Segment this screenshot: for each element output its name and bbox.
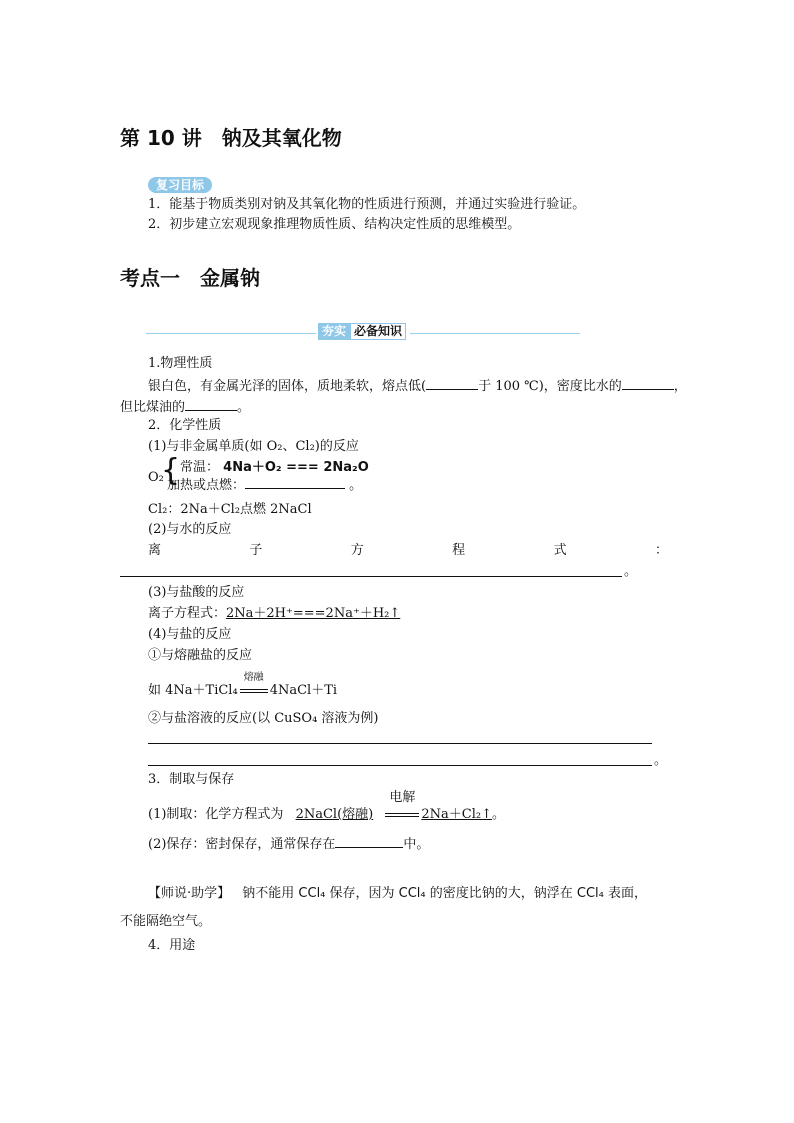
blank-solution-2[interactable] [148,765,652,766]
salt-heading: (4)与盐的反应 [148,627,232,642]
o2-label: O₂ [148,470,164,485]
physical-text-d: 但比煤油的 [120,400,186,415]
knowledge-tag [318,323,406,340]
tip-line-1 [148,885,647,903]
molten-reactants: 如 4Na＋TiCl₄ [148,683,238,698]
tip-line-2: 不能隔绝空气。 [120,914,212,929]
prep-label: (1)制取：化学方程式为 [148,807,284,822]
blank-heat-equation[interactable] [245,475,345,489]
ionic-char: 子 [249,543,263,558]
prep-end: 。 [491,807,505,822]
hcl-equation: 2Na＋2H⁺===2Na⁺＋H₂↑ [226,606,401,621]
hcl-label: 离子方程式： [148,606,227,621]
heat-label: 加热或点燃： [167,478,246,493]
hcl-line [148,605,400,623]
review-badge [148,174,212,193]
molten-line [148,672,338,700]
prep-condition-label: 电解 [389,790,416,805]
ionic-char: 程 [452,543,466,558]
prep-products: 2Na＋Cl₂↑ [421,807,492,822]
molten-condition-label: 熔融 [243,672,264,683]
tip-label: 【师说·助学】 [148,886,231,901]
divider-right [410,333,580,334]
tag-outline: 必备知识 [350,323,406,340]
molten-products: 4NaCl＋Ti [269,683,338,698]
divider-left [146,333,316,334]
normal-equation: 4Na＋O₂ === 2Na₂O [223,460,369,475]
physical-line-1 [148,376,687,396]
prep-reactants: 2NaCl(熔融) [295,807,374,822]
water-end: 。 [624,564,638,579]
physical-text-b: 于 100 ℃)，密度比水的 [478,379,622,394]
prep-heading: 3．制取与保存 [148,772,235,787]
ionic-label-spread [148,542,668,560]
blank-water-equation[interactable] [120,576,622,577]
blank-solution-1[interactable] [148,743,652,744]
review-badge-label: 复习目标 [148,177,212,193]
double-arrow-icon [240,689,268,693]
heat-end: 。 [349,478,363,493]
usage-heading: 4．用途 [148,938,196,953]
molten-heading: ①与熔融盐的反应 [148,648,253,663]
store-line [148,834,429,854]
physical-text-c: ， [673,379,687,394]
section-title: 考点一 金属钠 [120,266,260,290]
physical-text-e: 。 [237,400,251,415]
tag-solid: 夯实 [318,323,350,340]
ionic-char: 式 [553,543,567,558]
prep-line [148,790,505,824]
store-text-b: 中。 [403,837,430,852]
goal-1: 1．能基于物质类别对钠及其氧化物的性质进行预测，并通过实验进行验证。 [148,197,586,212]
blank-melting[interactable] [426,376,478,390]
brace-icon: { [161,453,181,488]
blank-storage[interactable] [335,834,403,848]
hcl-heading: (3)与盐酸的反应 [148,585,245,600]
blank-density-kerosene[interactable] [185,397,237,411]
nonmetal-heading: (1)与非金属单质(如 O₂、Cl₂)的反应 [148,439,359,454]
tip-text: 钠不能用 CCl₄ 保存，因为 CCl₄ 的密度比钠的大，钠浮在 CCl₄ 表面， [242,886,648,901]
chemical-heading: 2．化学性质 [148,418,222,433]
water-heading: (2)与水的反应 [148,522,232,537]
ionic-char: ： [654,543,668,558]
double-arrow-icon [385,813,419,817]
o2-heat-line [167,475,362,495]
physical-text-a: 银白色，有金属光泽的固体，质地柔软，熔点低( [148,379,427,394]
prep-condition [385,790,419,824]
store-text-a: (2)保存：密封保存，通常保存在 [148,837,336,852]
normal-label: 常温： [180,460,220,475]
page-title: 第 10 讲 钠及其氧化物 [120,126,342,150]
goal-2: 2．初步建立宏观现象推理物质性质、结构决定性质的思维模型。 [148,217,521,232]
ionic-char: 离 [148,543,162,558]
solution-heading: ②与盐溶液的反应(以 CuSO₄ 溶液为例) [148,711,379,726]
ionic-char: 方 [350,543,364,558]
cl2-reaction: Cl₂：2Na＋Cl₂点燃 2NaCl [148,502,312,517]
physical-line-2 [120,397,250,417]
solution-end: 。 [654,753,668,768]
blank-density-water[interactable] [622,376,674,390]
molten-condition [240,672,268,700]
physical-heading: 1.物理性质 [148,356,213,371]
